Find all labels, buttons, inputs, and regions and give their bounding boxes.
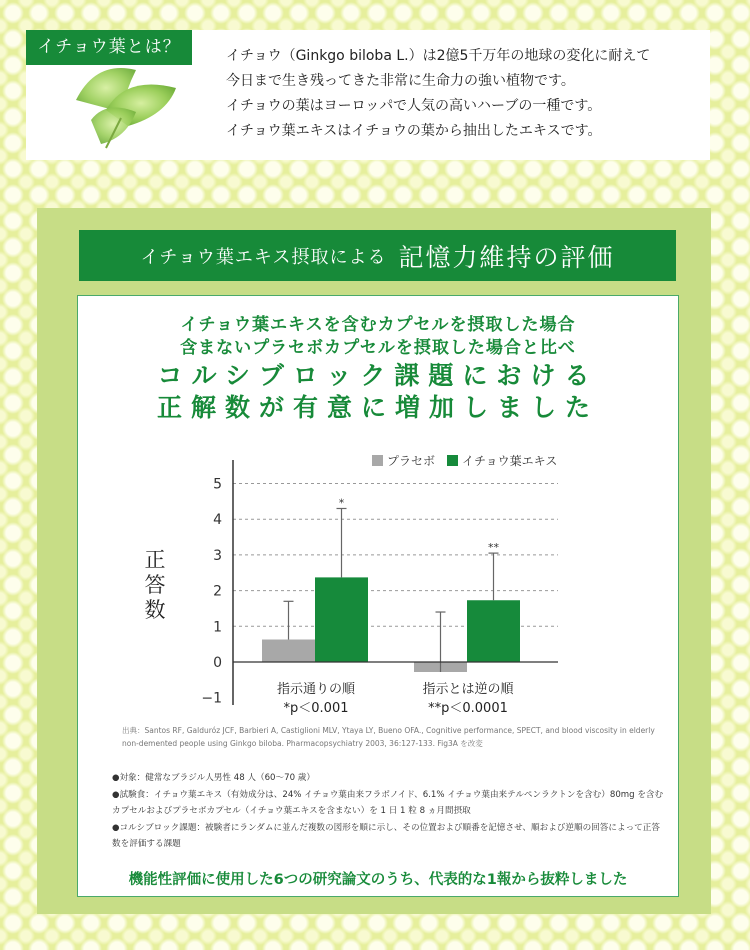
bar — [467, 600, 520, 662]
p-value-label: *p＜0.001 — [283, 701, 349, 716]
intro-line: 今日まで生き残ってきた非常に生命力の強い植物です。 — [226, 73, 575, 89]
y-tick-label: 4 — [213, 512, 222, 529]
study-notes — [112, 770, 667, 853]
note-line: ●試験食：イチョウ葉エキス（有効成分は、24% イチョウ葉由来フラボノイド、6.1% イチョウ葉由来テルペンラクトンを含む）80mg を含むカプセルおよびプラセボカプセル（イチョウ葉エキスを含まない）を 1 日 1 粒 8 ヵ月間摂取 — [112, 789, 664, 816]
bar — [315, 577, 368, 662]
x-tick-label: 指示とは逆の順 — [422, 682, 514, 697]
significance-marker: * — [338, 496, 345, 510]
y-tick-label: 2 — [213, 583, 222, 600]
intro-line: イチョウ葉エキスはイチョウの葉から抽出したエキスです。 — [226, 123, 602, 139]
legend-label-placebo: プラセボ — [387, 454, 436, 468]
headline-line: コルシブロック課題における — [157, 361, 599, 390]
y-tick-label: 3 — [213, 547, 222, 564]
y-tick-label: 1 — [213, 619, 222, 636]
y-tick-label: 0 — [213, 655, 222, 671]
y-tick-label: −1 — [201, 690, 222, 707]
y-tick-label: 5 — [213, 476, 222, 493]
lead-line: 含まないプラセボカプセルを摂取した場合と比べ — [180, 338, 576, 358]
significance-marker: ** — [488, 541, 499, 555]
banner-subtitle: イチョウ葉エキス摂取による — [140, 246, 387, 268]
intro-line: イチョウ（Ginkgo biloba L.）は2億5千万年の地球の変化に耐えて — [226, 48, 651, 64]
source-citation: 出典：Santos RF, Galduróz JCF, Barbieri A, Castiglioni MLV, Ytaya LY, Bueno OFA., Cognitive performance, SPECT, and blood viscosity in elderly non-demented people using Ginkgo biloba. Pharmacopsychiatry 2003, 36:127-133. Fig3A を改変 — [122, 726, 655, 748]
y-axis-label: 正答数 — [144, 548, 166, 622]
footer-note: 機能性評価に使用した6つの研究論文のうち、代表的な1報から抜粋しました — [128, 872, 628, 888]
lead-line: イチョウ葉エキスを含むカプセルを摂取した場合 — [180, 315, 576, 335]
x-tick-label: 指示通りの順 — [276, 682, 356, 697]
note-line: ●コルシブロック課題：被験者にランダムに並んだ複数の図形を順に示し、その位置および順番を記憶させ、順および逆順の回答によって正答数を評価する課題 — [112, 822, 660, 849]
banner-title: 記憶力維持の評価 — [398, 242, 615, 272]
note-line: ●対象：健常なブラジル人男性 48 人（60〜70 歳） — [112, 773, 315, 783]
legend-label-ginkgo: イチョウ葉エキス — [462, 454, 558, 468]
intro-tag: イチョウ葉とは？ — [26, 30, 192, 65]
p-value-label: **p＜0.0001 — [428, 701, 508, 716]
bar — [262, 640, 315, 662]
intro-line: イチョウの葉はヨーロッパで人気の高いハーブの一種です。 — [226, 98, 602, 114]
headline-line: 正解数が有意に増加しました — [156, 393, 599, 422]
